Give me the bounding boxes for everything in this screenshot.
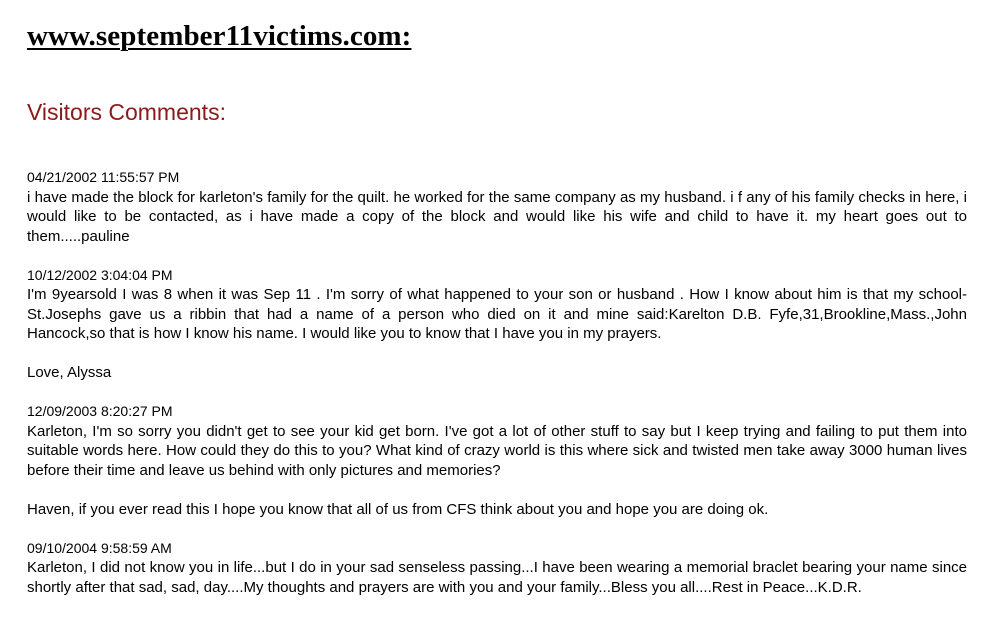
comment-entry	[27, 266, 967, 383]
comment-text: Karleton, I'm so sorry you didn't get to see your kid get born. I've got a lot of other stuff to say but I keep trying and failing to put them into suitable words here. How could they do this to you? What kind of crazy world is this where sick and twisted men take away 3000 human lives before their time and leave us behind with only pictures and memories?	[27, 422, 967, 479]
comment-timestamp: 04/21/2002 11:55:57 PM	[27, 169, 180, 185]
visitors-comments-heading: Visitors Comments:	[27, 99, 226, 125]
comment-signoff: Love, Alyssa	[27, 364, 112, 381]
comment-entry	[27, 168, 967, 246]
comment-entry	[27, 402, 967, 519]
comment-timestamp: 12/09/2003 8:20:27 PM	[27, 403, 173, 419]
comment-timestamp: 09/10/2004 9:58:59 AM	[27, 539, 172, 556]
comment-text: Karleton, I did not know you in life...but I do in your sad senseless passing...I have been wearing a memorial braclet bearing your name since shortly after that sad, sad, day....My thoughts and prayers are with you and your family...Bless you all....Rest in Peace...K.D.R.	[27, 559, 967, 596]
comment-text: Haven, if you ever read this I hope you know that all of us from CFS think about you and hope you are doing ok.	[27, 500, 769, 518]
comment-entry	[27, 539, 967, 598]
comment-timestamp: 10/12/2002 3:04:04 PM	[27, 266, 173, 283]
comments-list	[27, 168, 967, 617]
comment-text: I'm 9yearsold I was 8 when it was Sep 11 . I'm sorry of what happened to your son or husband . How I know about him is that my school-St.Josephs gave us a ribbin that had a name of a person who died on it and mine said:Karelton D.B. Fyfe,31,Brookline,Mass.,John Hancock,so that is how I know his name. I would like you to know that I have you in my prayers.	[27, 286, 967, 342]
site-title: www.september11victims.com:	[27, 20, 412, 52]
comment-text: i have made the block for karleton's family for the quilt. he worked for the same company as my husband. i f any of his family checks in here, i would like to be contacted, as i have made a copy of the block and would like his wife and child to have it. my heart goes out to them.....pauline	[27, 188, 967, 245]
